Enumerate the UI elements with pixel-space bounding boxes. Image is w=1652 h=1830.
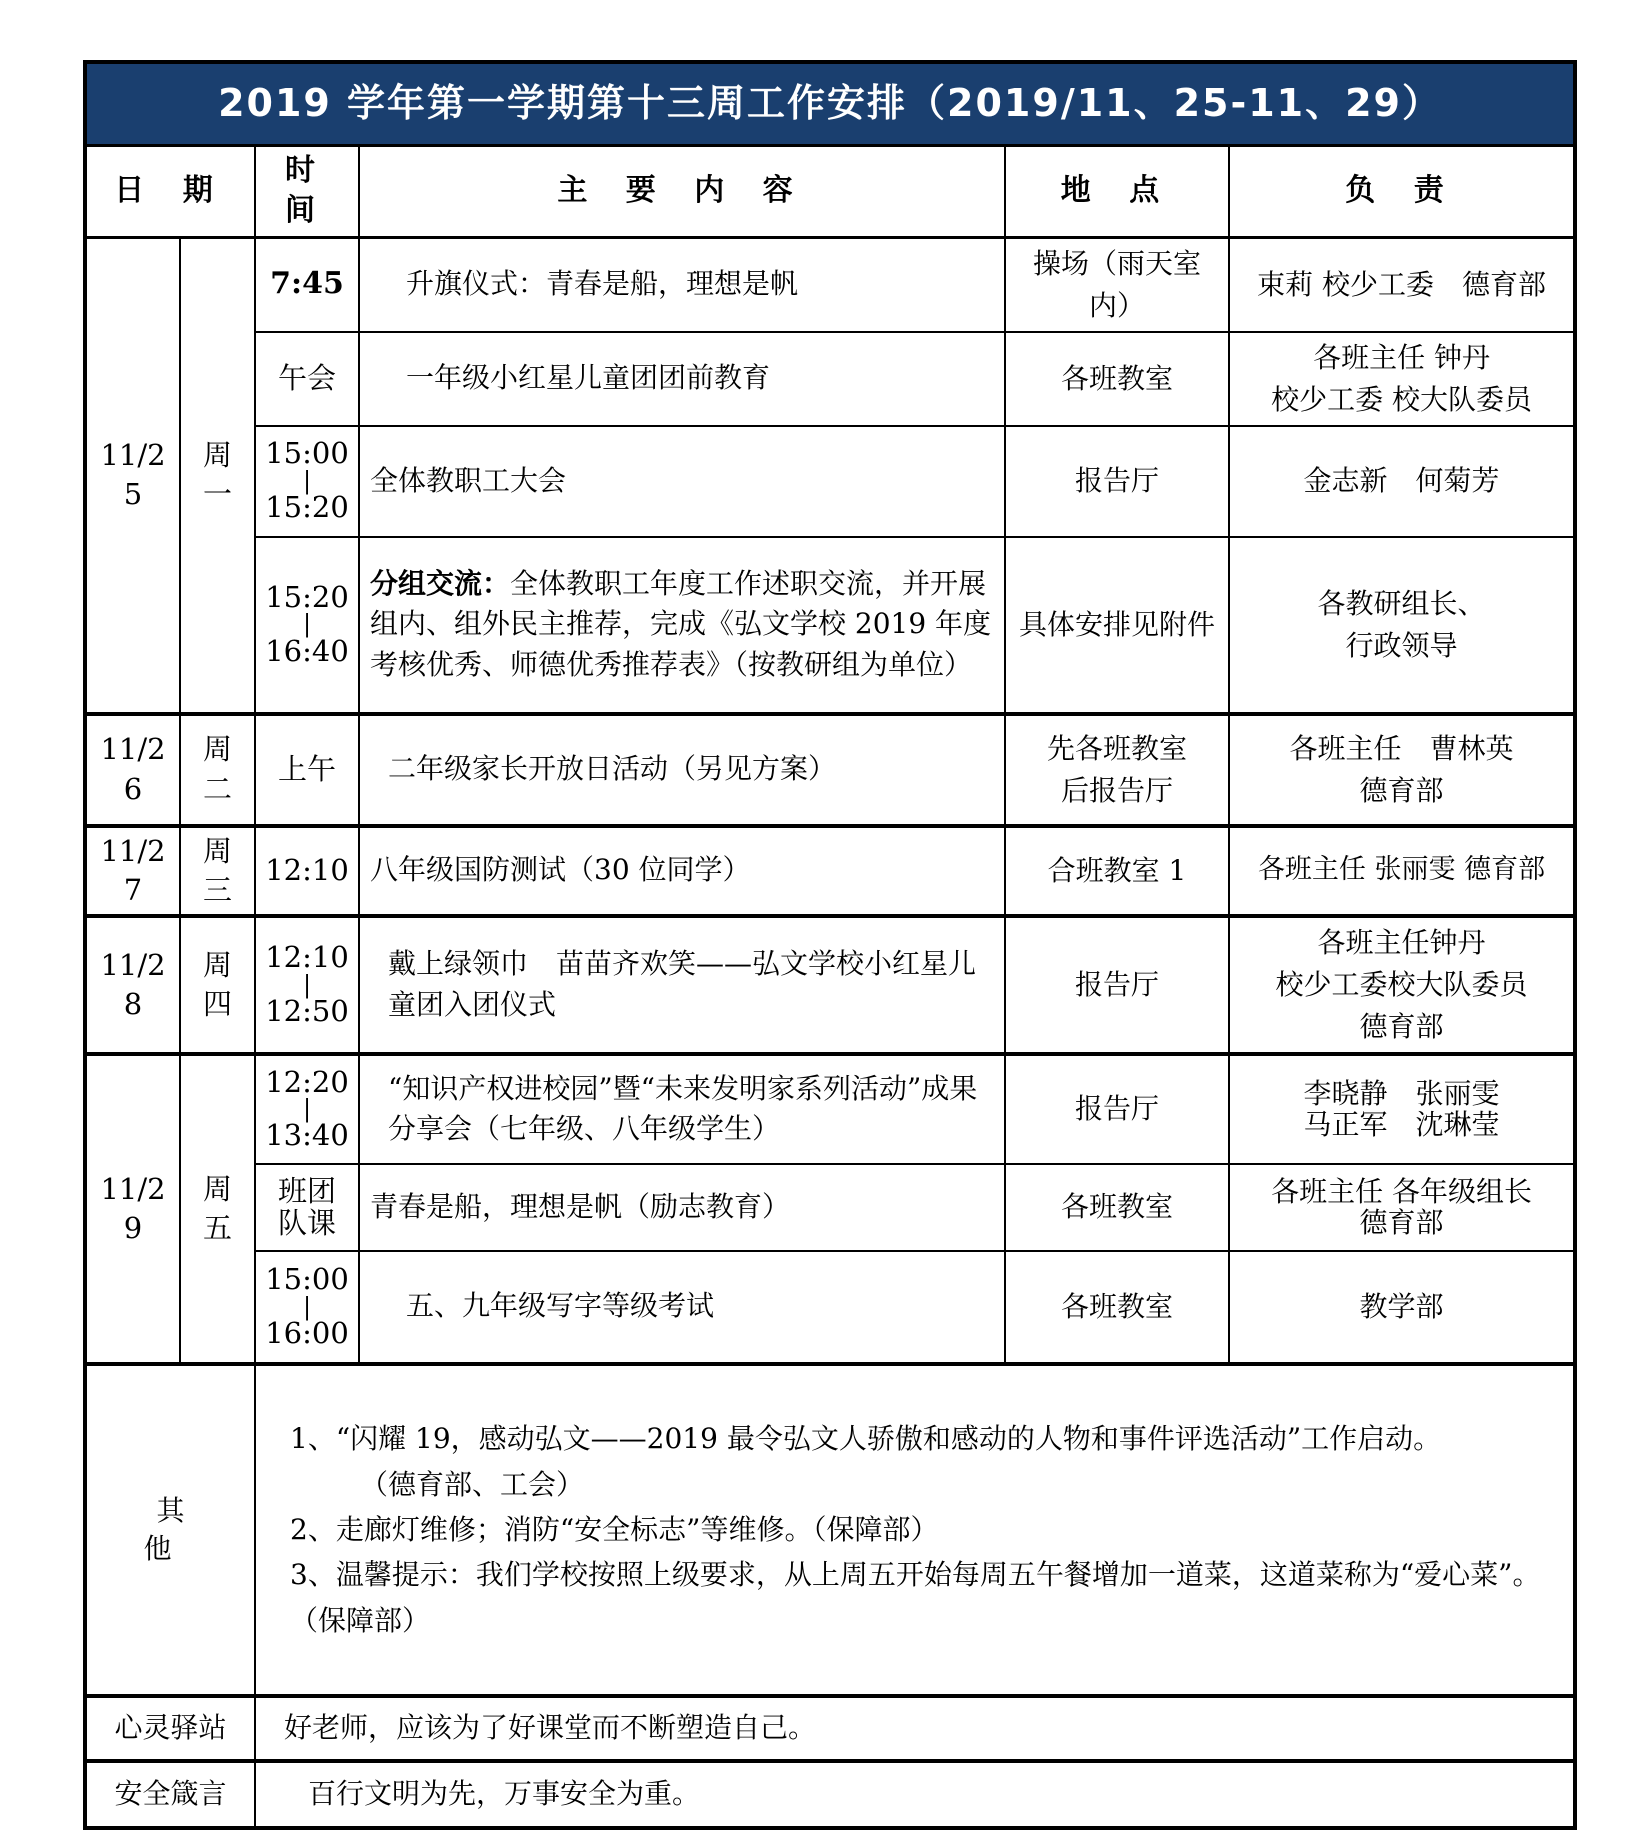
content-cell-group-exchange bbox=[359, 537, 1005, 714]
content-bold-prefix: 分组交流： bbox=[370, 566, 511, 600]
time-start: 15:00 bbox=[265, 436, 349, 471]
responsible-cell-flag-raising: 束莉 校少工委 德育部 bbox=[1229, 237, 1575, 332]
time-label-line: 队课 bbox=[277, 1206, 336, 1241]
responsible-cell-noon-meeting bbox=[1229, 332, 1575, 426]
responsible-line: 各班主任 曹林英 bbox=[1289, 731, 1514, 765]
time-cell-noon-meeting: 午会 bbox=[255, 332, 359, 426]
content-cell-class-meeting: 青春是船，理想是帆（励志教育） bbox=[359, 1164, 1005, 1251]
responsible-cell-open-day bbox=[1229, 714, 1575, 826]
col-header-content: 主 要 内 容 bbox=[359, 145, 1005, 237]
responsible-cell-staff-meeting: 金志新 何菊芳 bbox=[1229, 426, 1575, 537]
schedule-table bbox=[83, 60, 1577, 1830]
responsible-line: 各班主任钟丹 bbox=[1317, 925, 1486, 959]
date-cell-tue: 11/26 bbox=[85, 714, 180, 826]
time-range-separator: | bbox=[302, 610, 312, 639]
time-end: 16:00 bbox=[265, 1315, 349, 1350]
location-line: 后报告厅 bbox=[1060, 773, 1173, 807]
others-item-2: 2、走廊灯维修；消防“安全标志”等维修。（保障部） bbox=[290, 1513, 939, 1547]
time-cell-staff-meeting bbox=[255, 426, 359, 537]
day-cell-thu: 周四 bbox=[180, 916, 255, 1054]
others-item-1-note: （德育部、工会） bbox=[360, 1467, 585, 1501]
responsible-line: 李晓静 张丽雯 bbox=[1303, 1076, 1500, 1110]
weekly-schedule-sheet bbox=[83, 60, 1577, 1830]
time-cell-open-day: 上午 bbox=[255, 714, 359, 826]
others-item-3: 3、温馨提示：我们学校按照上级要求，从上周五开始每周五午餐增加一道菜，这道菜称为“爱心菜”。（保障部） bbox=[290, 1558, 1541, 1637]
location-line: 先各班教室 bbox=[1046, 731, 1187, 765]
time-cell-writing-exam bbox=[255, 1251, 359, 1364]
content-cell-writing-exam: 五、九年级写字等级考试 bbox=[359, 1251, 1005, 1364]
time-start: 15:20 bbox=[265, 579, 349, 614]
date-cell-mon: 11/25 bbox=[85, 237, 180, 714]
responsible-line: 德育部 bbox=[1359, 1009, 1444, 1043]
content-text: 全体教职工年度工作述职交流，并开展组内、组外民主推荐，完成《弘文学校 2019 年度考核优秀、师德优秀推荐表》（按教研组为单位） bbox=[370, 566, 992, 681]
responsible-cell-scarf-ceremony bbox=[1229, 916, 1575, 1054]
col-header-location: 地 点 bbox=[1005, 145, 1229, 237]
responsible-line: 各教研组长、 bbox=[1317, 586, 1486, 620]
time-cell-class-meeting bbox=[255, 1164, 359, 1251]
time-end: 16:40 bbox=[265, 633, 349, 668]
responsible-cell-writing-exam: 教学部 bbox=[1229, 1251, 1575, 1364]
location-cell-scarf-ceremony: 报告厅 bbox=[1005, 916, 1229, 1054]
responsible-cell-ipr-event bbox=[1229, 1054, 1575, 1164]
day-cell-wed: 周三 bbox=[180, 826, 255, 916]
content-cell-noon-meeting: 一年级小红星儿童团团前教育 bbox=[359, 332, 1005, 426]
responsible-cell-defense-test: 各班主任 张丽雯 德育部 bbox=[1229, 826, 1575, 916]
date-cell-wed: 11/27 bbox=[85, 826, 180, 916]
responsible-line: 校少工委 校大队委员 bbox=[1271, 382, 1532, 416]
time-range-separator: | bbox=[302, 1095, 312, 1124]
location-cell-defense-test: 合班教室 1 bbox=[1005, 826, 1229, 916]
time-end: 12:50 bbox=[265, 993, 349, 1028]
time-start: 15:00 bbox=[265, 1262, 349, 1297]
time-cell-defense-test: 12:10 bbox=[255, 826, 359, 916]
mind-station-label: 心灵驿站 bbox=[85, 1696, 255, 1761]
responsible-line: 各班主任 钟丹 bbox=[1313, 340, 1490, 374]
time-start: 12:10 bbox=[265, 940, 349, 975]
time-end: 13:40 bbox=[265, 1118, 349, 1153]
location-cell-ipr-event: 报告厅 bbox=[1005, 1054, 1229, 1164]
page-title: 2019 学年第一学期第十三周工作安排（2019/11、25-11、29） bbox=[85, 62, 1575, 145]
time-end: 15:20 bbox=[265, 490, 349, 525]
time-start: 12:20 bbox=[265, 1064, 349, 1099]
responsible-cell-group-exchange bbox=[1229, 537, 1575, 714]
location-cell-group-exchange: 具体安排见附件 bbox=[1005, 537, 1229, 714]
location-cell-staff-meeting: 报告厅 bbox=[1005, 426, 1229, 537]
time-cell-scarf-ceremony bbox=[255, 916, 359, 1054]
day-cell-fri: 周五 bbox=[180, 1054, 255, 1364]
day-cell-tue: 周二 bbox=[180, 714, 255, 826]
others-content bbox=[255, 1364, 1575, 1696]
content-cell-staff-meeting: 全体教职工大会 bbox=[359, 426, 1005, 537]
content-cell-scarf-ceremony: 戴上绿领巾 苗苗齐欢笑——弘文学校小红星儿童团入团仪式 bbox=[359, 916, 1005, 1054]
location-cell-writing-exam: 各班教室 bbox=[1005, 1251, 1229, 1364]
responsible-line: 德育部 bbox=[1359, 773, 1444, 807]
time-range-separator: | bbox=[302, 1292, 312, 1321]
content-cell-defense-test: 八年级国防测试（30 位同学） bbox=[359, 826, 1005, 916]
location-cell-open-day bbox=[1005, 714, 1229, 826]
time-cell-flag-raising: 7:45 bbox=[255, 237, 359, 332]
time-range-separator: | bbox=[302, 466, 312, 495]
responsible-line: 各班主任 各年级组长 bbox=[1271, 1174, 1532, 1208]
responsible-line: 马正军 沈琳莹 bbox=[1303, 1108, 1500, 1142]
safety-motto-label: 安全箴言 bbox=[85, 1761, 255, 1828]
responsible-line: 校少工委校大队委员 bbox=[1275, 967, 1528, 1001]
time-cell-ipr-event bbox=[255, 1054, 359, 1164]
day-cell-mon: 周一 bbox=[180, 237, 255, 714]
time-cell-group-exchange bbox=[255, 537, 359, 714]
content-cell-flag-raising: 升旗仪式：青春是船，理想是帆 bbox=[359, 237, 1005, 332]
location-cell-noon-meeting: 各班教室 bbox=[1005, 332, 1229, 426]
others-item-1: 1、“闪耀 19，感动弘文——2019 最令弘文人骄傲和感动的人物和事件评选活动”工作启动。 bbox=[290, 1422, 1442, 1456]
responsible-cell-class-meeting bbox=[1229, 1164, 1575, 1251]
date-cell-thu: 11/28 bbox=[85, 916, 180, 1054]
location-cell-class-meeting: 各班教室 bbox=[1005, 1164, 1229, 1251]
content-cell-ipr-event: “知识产权进校园”暨“未来发明家系列活动”成果分享会（七年级、八年级学生） bbox=[359, 1054, 1005, 1164]
content-cell-open-day: 二年级家长开放日活动（另见方案） bbox=[359, 714, 1005, 826]
responsible-line: 行政领导 bbox=[1345, 628, 1458, 662]
others-label: 其 他 bbox=[85, 1364, 255, 1696]
responsible-line: 德育部 bbox=[1359, 1206, 1444, 1240]
mind-station-content: 好老师，应该为了好课堂而不断塑造自己。 bbox=[255, 1696, 1575, 1761]
date-cell-fri: 11/29 bbox=[85, 1054, 180, 1364]
col-header-time: 时 间 bbox=[255, 145, 359, 237]
location-cell-flag-raising: 操场（雨天室内） bbox=[1005, 237, 1229, 332]
col-header-date: 日 期 bbox=[85, 145, 255, 237]
time-range-separator: | bbox=[302, 970, 312, 999]
col-header-responsible: 负 责 bbox=[1229, 145, 1575, 237]
safety-motto-content: 百行文明为先，万事安全为重。 bbox=[255, 1761, 1575, 1828]
time-label-line: 班团 bbox=[277, 1173, 336, 1208]
